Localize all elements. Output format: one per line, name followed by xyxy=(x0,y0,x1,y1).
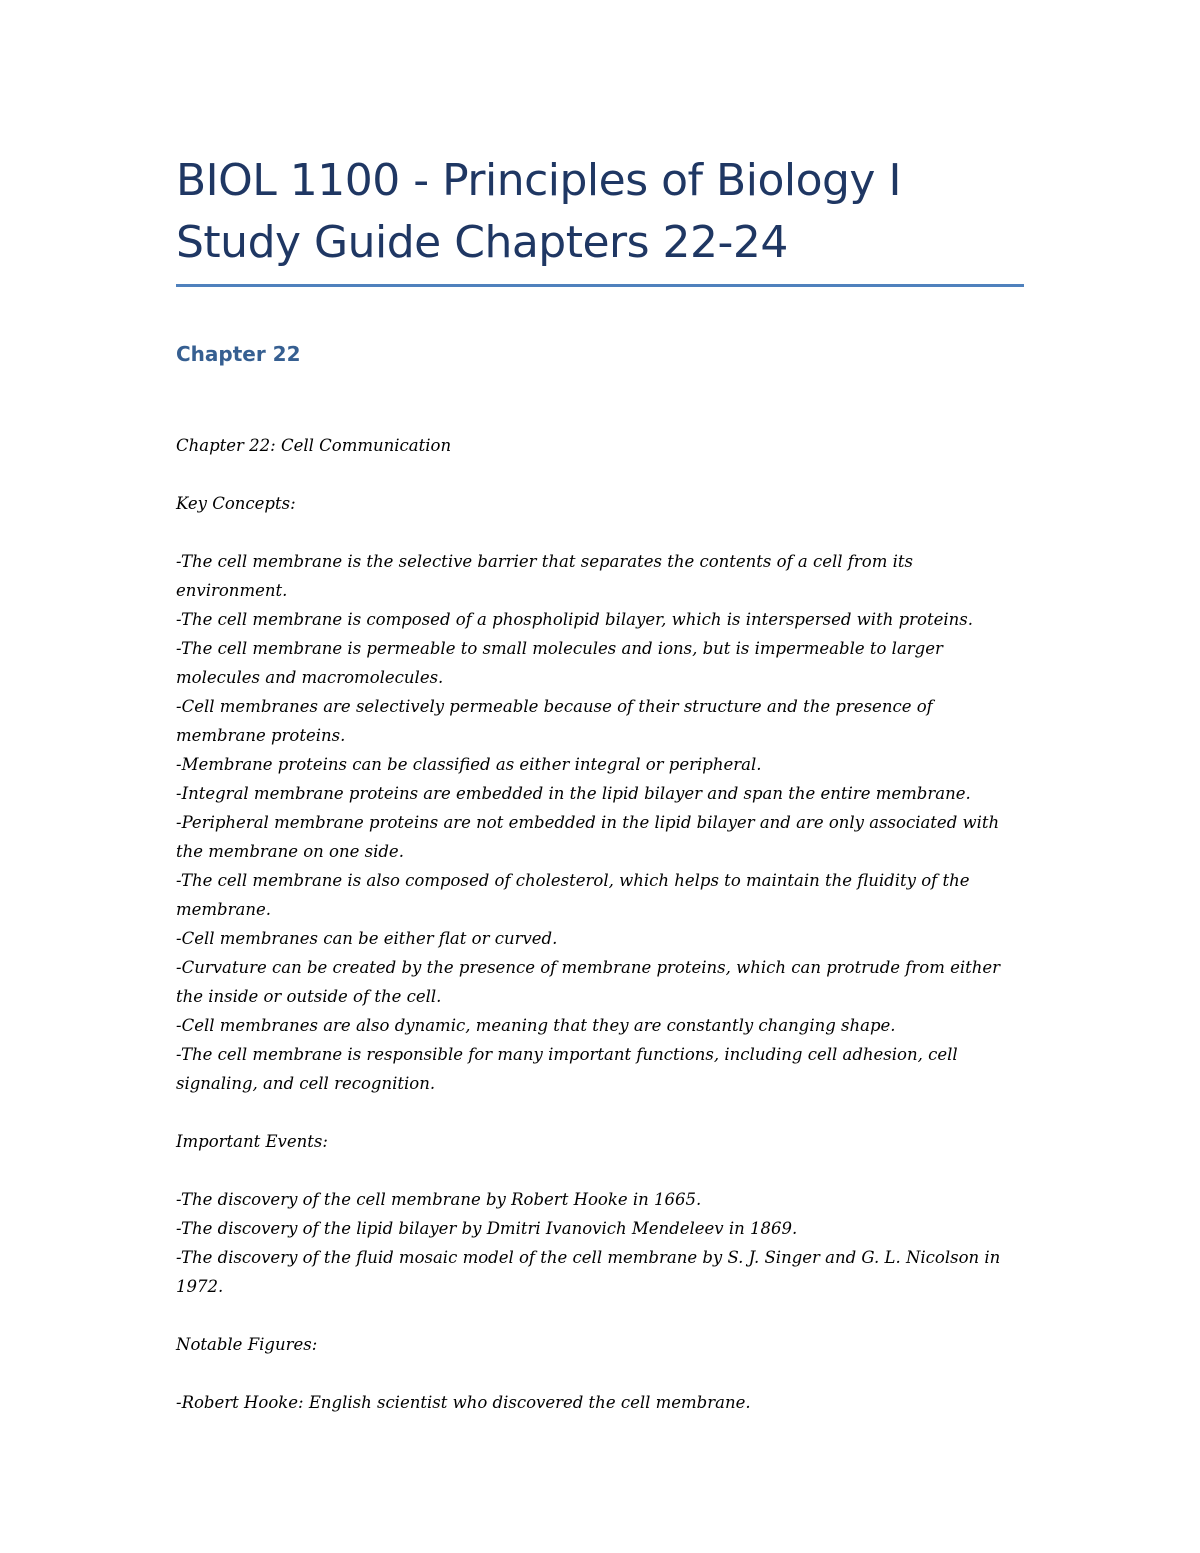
list-item: -The discovery of the fluid mosaic model of the cell membrane by S. J. Singer and G. L. Nicolson in 1972. xyxy=(176,1248,1001,1296)
list-item: -The discovery of the lipid bilayer by Dmitri Ivanovich Mendeleev in 1869. xyxy=(176,1219,798,1238)
key-concepts-list xyxy=(176,547,1024,1098)
page-content xyxy=(176,150,1024,1417)
document-title: BIOL 1100 - Principles of Biology I Study Guide Chapters 22-24 xyxy=(176,155,901,268)
notable-figures-label: Notable Figures: xyxy=(176,1335,318,1354)
list-item: -Curvature can be created by the presence of membrane proteins, which can protrude from either the inside or outside of the cell. xyxy=(176,958,1001,1006)
important-events-list xyxy=(176,1185,1024,1301)
notable-figures-list xyxy=(176,1388,1024,1417)
list-item: -Membrane proteins can be classified as either integral or peripheral. xyxy=(176,755,762,774)
list-item: -Peripheral membrane proteins are not embedded in the lipid bilayer and are only associated with the membrane on one side. xyxy=(176,813,1000,861)
list-item: -The cell membrane is the selective barrier that separates the contents of a cell from its environment. xyxy=(176,552,914,600)
chapter-heading: Chapter 22 xyxy=(176,342,301,366)
title-underline-rule xyxy=(176,284,1024,287)
list-item: -The cell membrane is responsible for many important functions, including cell adhesion, cell signaling, and cell recognition. xyxy=(176,1045,958,1093)
list-item: -Integral membrane proteins are embedded in the lipid bilayer and span the entire membrane. xyxy=(176,784,971,803)
list-item: -The discovery of the cell membrane by Robert Hooke in 1665. xyxy=(176,1190,702,1209)
list-item: -Cell membranes are selectively permeable because of their structure and the presence of membrane proteins. xyxy=(176,697,933,745)
list-item: -The cell membrane is composed of a phospholipid bilayer, which is interspersed with proteins. xyxy=(176,610,973,629)
key-concepts-label: Key Concepts: xyxy=(176,494,296,513)
chapter-subtitle: Chapter 22: Cell Communication xyxy=(176,436,452,455)
important-events-label: Important Events: xyxy=(176,1132,328,1151)
list-item: -Cell membranes can be either flat or curved. xyxy=(176,929,558,948)
list-item: -Cell membranes are also dynamic, meaning that they are constantly changing shape. xyxy=(176,1016,896,1035)
list-item: -Robert Hooke: English scientist who discovered the cell membrane. xyxy=(176,1393,751,1412)
list-item: -The cell membrane is also composed of cholesterol, which helps to maintain the fluidity of the membrane. xyxy=(176,871,970,919)
list-item: -The cell membrane is permeable to small molecules and ions, but is impermeable to larger molecules and macromolecules. xyxy=(176,639,943,687)
